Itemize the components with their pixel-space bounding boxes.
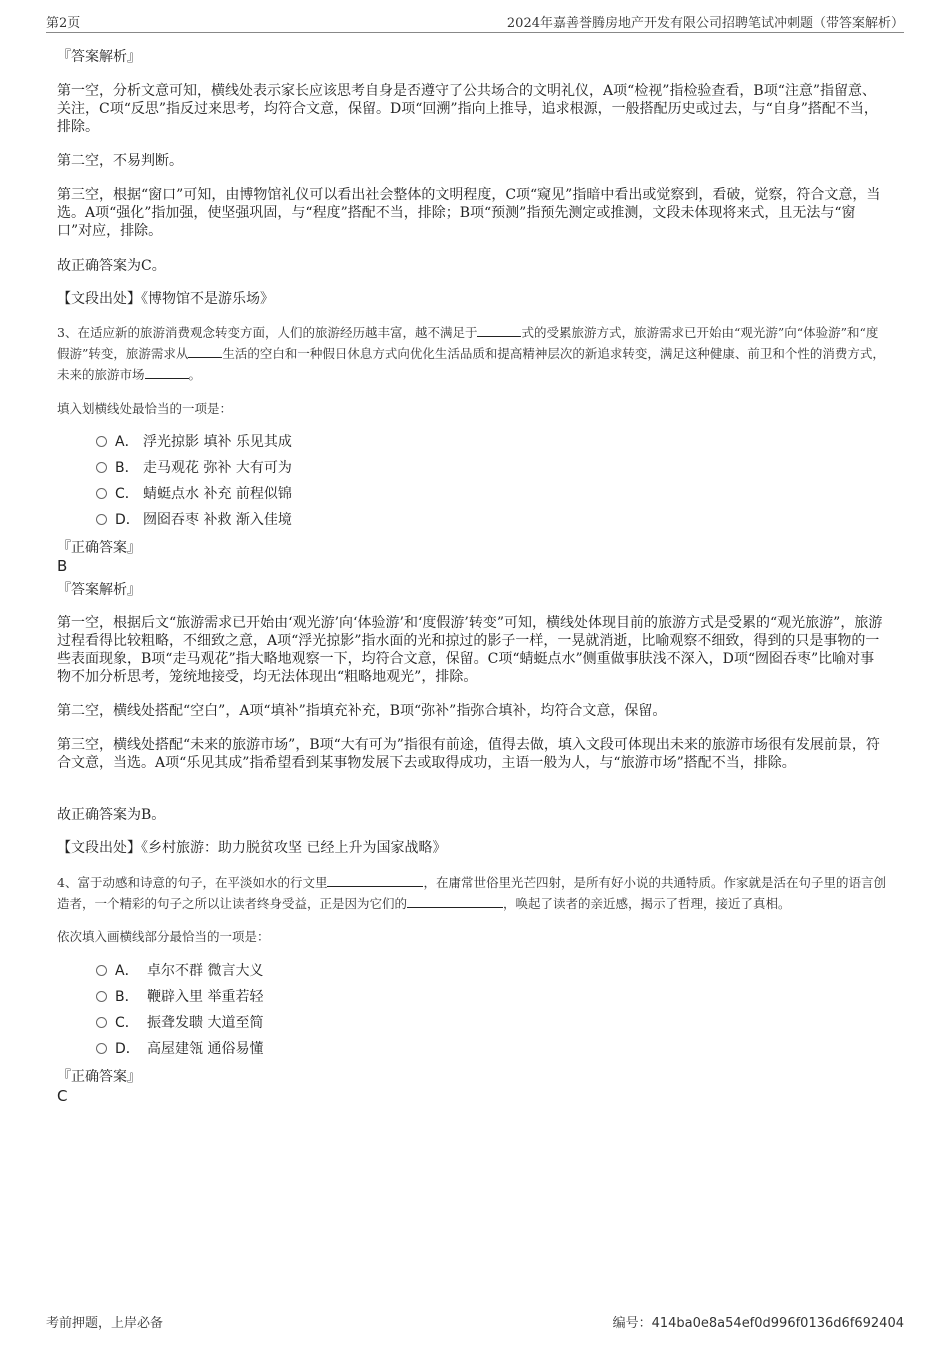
- blank-3: [145, 378, 189, 379]
- page-number: 第2页: [46, 16, 81, 31]
- radio-icon[interactable]: [96, 1017, 107, 1028]
- q4-prompt: 依次填入画横线部分最恰当的一项是：: [57, 929, 270, 944]
- blank-2: [407, 907, 503, 908]
- q2-analysis-label: 『答案解析』: [57, 49, 141, 65]
- radio-icon[interactable]: [96, 436, 107, 447]
- q2-analysis-p4: 故正确答案为C。: [57, 258, 166, 274]
- radio-icon[interactable]: [96, 1043, 107, 1054]
- q2-analysis-p1: 第一空，分析文意可知，横线处表示家长应该思考自身是否遵守了公共场合的文明礼仪，A项“检视”指检验查看，B项“注意”指留意、关注，C项“反思”指反过来思考，均符合文意，保留。D项“回溯”指向上推导，追求根源，一般搭配历史或过去，与“自身”搭配不当，排除。: [57, 83, 878, 135]
- document-title: 2024年嘉善誉腾房地产开发有限公司招聘笔试冲刺题（带答案解析）: [506, 16, 904, 31]
- q3-analysis-label: 『答案解析』: [57, 582, 141, 598]
- blank-1: [327, 886, 423, 887]
- q2-source: 【文段出处】《博物馆不是游乐场》: [57, 291, 274, 307]
- q3-option-c[interactable]: C． 蜻蜓点水 补充 前程似锦: [96, 484, 292, 504]
- q3-stem: 3、在适应新的旅游消费观念转变方面，人们的旅游经历越丰富，越不满足于 式的受累旅游方式，旅游需求已开始由“观光游”向“体验游”和“度假游”转变，旅游需求从 生活的空白和一种假日休息方式向优化生活品质和提高精神层次的新追求转变，满足这种健康、前卫和个性的消费方式，未来的旅游市场 。: [57, 325, 885, 382]
- q4-option-c[interactable]: C． 振聋发聩 大道至简: [96, 1013, 263, 1033]
- footer-slogan: 考前押题，上岸必备: [46, 1316, 164, 1331]
- blank-1: [477, 336, 521, 337]
- radio-icon[interactable]: [96, 965, 107, 976]
- q3-correct-answer: B: [57, 557, 68, 575]
- q3-correct-label: 『正确答案』: [57, 540, 141, 556]
- q3-option-d[interactable]: D． 囫囵吞枣 补救 渐入佳境: [96, 510, 292, 530]
- q3-option-b[interactable]: B． 走马观花 弥补 大有可为: [96, 458, 292, 478]
- q4-correct-label: 『正确答案』: [57, 1069, 141, 1085]
- q3-analysis-p1: 第一空，根据后文“旅游需求已开始由‘观光游’向‘体验游’和‘度假游’转变”可知，横线处体现目前的旅游方式是受累的“观光旅游”，旅游过程看得比较粗略，不细致之意，A项“浮光掠影”指水面的光和掠过的影子一样，一晃就消逝，比喻观察不细致，得到的只是事物的一些表面现象，B项“走马观花”指大略地观察一下，均符合文意，保留。C项“蜻蜓点水”侧重做事肤浅不深入，D项“囫囵吞枣”比喻对事物不加分析思考，笼统地接受，均无法体现出“粗略地观光”，排除。: [57, 615, 883, 685]
- blank-2: [188, 357, 222, 358]
- q3-prompt: 填入划横线处最恰当的一项是：: [57, 401, 233, 416]
- q4-correct-answer: C: [57, 1087, 68, 1105]
- radio-icon[interactable]: [96, 514, 107, 525]
- radio-icon[interactable]: [96, 488, 107, 499]
- q4-option-d[interactable]: D． 高屋建瓴 通俗易懂: [96, 1039, 263, 1059]
- document-id: 编号：414ba0e8a54ef0d996f0136d6f692404: [612, 1316, 904, 1331]
- page-header: [46, 10, 904, 33]
- q3-analysis-p3: 第三空，横线处搭配“未来的旅游市场”，B项“大有可为”指很有前途，值得去做，填入文段可体现出未来的旅游市场很有发展前景，符合文意，当选。A项“乐见其成”指希望看到某事物发展下去或取得成功，主语一般为人，与“旅游市场”搭配不当，排除。: [57, 737, 880, 771]
- q2-analysis-p2: 第二空，不易判断。: [57, 153, 183, 169]
- q4-option-a[interactable]: A． 卓尔不群 微言大义: [96, 961, 263, 981]
- q3-analysis-p4: 故正确答案为B。: [57, 807, 166, 823]
- q3-option-a[interactable]: A． 浮光掠影 填补 乐见其成: [96, 432, 292, 452]
- q4-stem: 4、富于动感和诗意的句子，在平淡如水的行文里 ，在庸常世俗里光芒四射，是所有好小说的共通特质。作家就是活在句子里的语言创造者，一个精彩的句子之所以让读者终身受益，正是因为它们的 ，唤起了读者的亲近感，揭示了哲理，接近了真相。: [57, 875, 886, 911]
- q4-option-b[interactable]: B． 鞭辟入里 举重若轻: [96, 987, 263, 1007]
- q3-analysis-p2: 第二空，横线处搭配“空白”，A项“填补”指填充补充，B项“弥补”指弥合填补，均符合文意，保留。: [57, 703, 667, 719]
- q3-source: 【文段出处】《乡村旅游：助力脱贫攻坚 已经上升为国家战略》: [57, 840, 447, 856]
- radio-icon[interactable]: [96, 462, 107, 473]
- q2-analysis-p3: 第三空，根据“窗口”可知，由博物馆礼仪可以看出社会整体的文明程度，C项“窥见”指暗中看出或觉察到，看破，觉察，符合文意，当选。A项“强化”指加强，使坚强巩固，与“程度”搭配不当，排除；B项“预测”指预先测定或推测，文段未体现将来式，且无法与“窗口”对应，排除。: [57, 187, 881, 239]
- radio-icon[interactable]: [96, 991, 107, 1002]
